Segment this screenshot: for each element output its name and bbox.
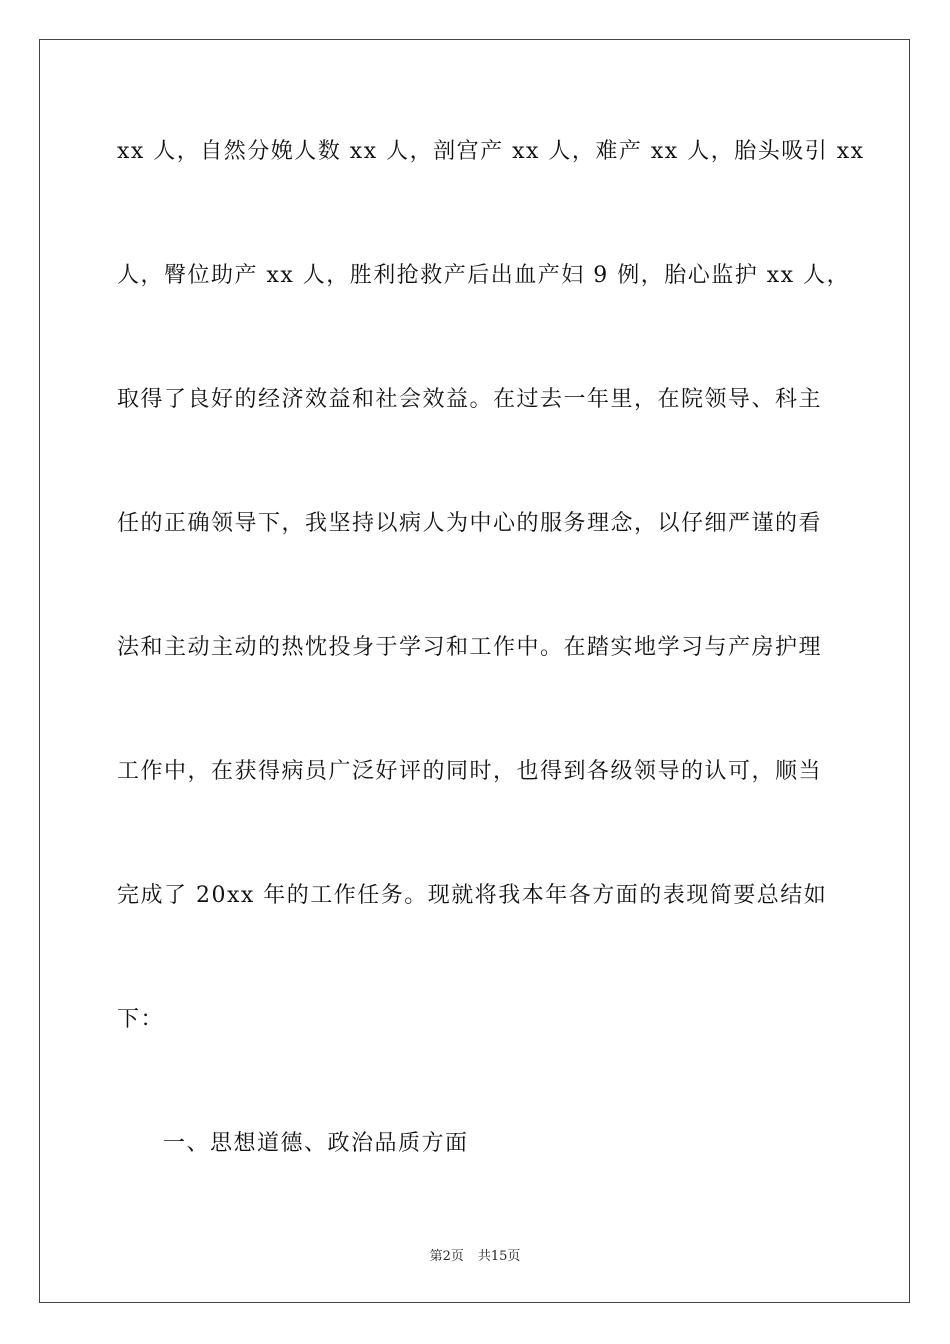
section-heading: 一、思想道德、政治品质方面 <box>163 1131 469 1156</box>
body-text-line: 人，臀位助产 xx 人，胜利抢救产后出血产妇 9 例，胎心监护 xx 人， <box>117 263 851 288</box>
page-number-current: 第2页 <box>429 1249 464 1264</box>
body-text-line: 法和主动主动的热忱投身于学习和工作中。在踏实地学习与产房护理 <box>117 635 823 660</box>
page-border <box>39 39 910 1303</box>
body-text-line: 完成了 20xx 年的工作任务。现就将我本年各方面的表现简要总结如 <box>117 883 828 908</box>
page-number-total: 共15页 <box>477 1249 521 1264</box>
body-text-line: 工作中，在获得病员广泛好评的同时，也得到各级领导的认可，顺当 <box>117 759 823 784</box>
body-text-line: 取得了良好的经济效益和社会效益。在过去一年里，在院领导、科主 <box>117 387 823 412</box>
body-text-line: xx 人，自然分娩人数 xx 人，剖宫产 xx 人，难产 xx 人，胎头吸引 xx <box>117 139 865 164</box>
body-text-line: 任的正确领导下，我坚持以病人为中心的服务理念，以仔细严谨的看 <box>117 511 823 536</box>
page-footer <box>0 1248 950 1266</box>
body-text-line: 下： <box>117 1007 165 1032</box>
